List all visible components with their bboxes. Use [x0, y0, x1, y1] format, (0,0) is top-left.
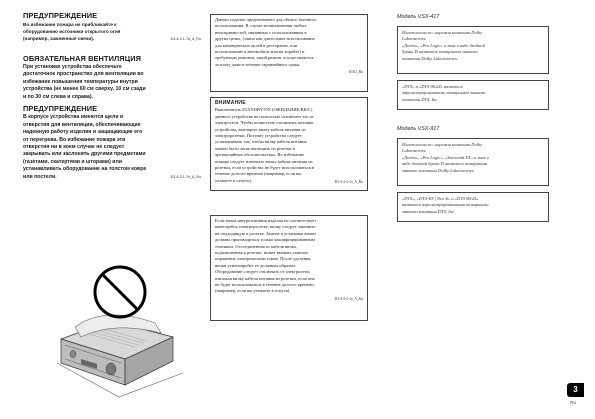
receiver-ventilation-illustration — [55, 293, 185, 408]
page-number-tab: 3 — [567, 383, 584, 397]
vent-warning-code: D3-4-2-1-7b_A_Ru — [170, 174, 201, 179]
dts-trademark-917: «DTS», «DTS-ES | Neo:6» и «DTS 96/24» являются зарегистрированными товарными знаками компании DTS, Inc. — [397, 192, 549, 222]
model-vsx-417-heading: Модель VSX-417 — [397, 14, 440, 20]
power-plug-notice: Если вилка шнура питания изделия не соответствует имеющейся электророзетке, вилку следует заменить на подходящую к розетке. Замена и установка вилки должны производиться только квалифицированным техником. Отсоединенная от кабеля вилка, подключенная к розетке, может вызвать тяжелое поражение электрическим током. После удаления вилки утилизируйте ее должным образом. Оборудование следует отключать от электросети, извлекая вилку кабеля питания из розетки, если она не будет использоваться в течение долгого времени (например, если вы уезжаете в отпуск). D3-4-2-2-1a_A_Ru — [210, 215, 368, 321]
model-vsx-917-heading: Модель VSX-917 — [397, 126, 440, 132]
standby-caution-code: D3-4-2-2-2a_A_Ru — [334, 179, 363, 184]
household-use-code: K041_Ru — [349, 70, 363, 75]
fire-warning-text: Во избежание пожара не приближайте к оборудованию источники открытого огня (например, зажженные свечи). D3-4-2-1-7a_A_Ru — [23, 22, 201, 41]
prohibition-icon — [91, 263, 149, 321]
standby-caution-box: ВНИМАНИЕ Выключатель STANDBY/ON (ОЖИДАНИЕ/ВКЛ.) данного устройства не полностью отключает его от электросети. Чтобы полностью отключить питание устройства, вытащите вилку кабеля питания из электророзетки. Поэтому устройство следует устанавливать так, чтобы вилку кабеля питания можно было легко вытащить из розетки в чрезвычайных обстоятельствах. Во избежание пожара следует извлекать вилку кабеля питания из розетки, если устройство не будет использоваться в течение долгого времени (например, если вы уезжаете в отпуск). D3-4-2-2-2a_A_Ru — [210, 97, 368, 191]
language-label: Ru — [570, 400, 576, 405]
dolby-license-917: Изготовлено по лицензии компании Dolby Laboratories. «Долби», «Pro Logic», «Surround EX» и знак в виде двойной буквы D являются товарными знаками компании Dolby Laboratories. — [397, 138, 549, 186]
caution-heading: ВНИМАНИЕ — [215, 100, 246, 106]
left-column — [23, 12, 201, 181]
household-use-notice: Данное изделие предназначено для общего бытового использования. В случае возникновения любых неисправностей, связанных с использованием в других целях, (таких как длительное использование для коммерческих целей в ресторанах, или использование в автомобиле или на корабле) и требующих ремонта, такой ремонт осуществляется за плату даже в течение гарантийного срока. K041_Ru — [210, 14, 368, 92]
ventilation-heading: ОБЯЗАТЕЛЬНАЯ ВЕНТИЛЯЦИЯ — [23, 53, 142, 63]
vent-warning-text: В корпусе устройства имеются щели и отверстия для вентиляции, обеспечивающие надежную работу изделия и защищающие его от перегрева. Во избежание пожара эти отверстия ни в коем случае не следует закрывать или заслонять другими предметами (газетами, скатертями и шторами) или устанавливать оборудование на толстом ковре или постели. D3-4-2-1-7b_A_Ru — [23, 114, 201, 180]
dolby-license-417: Изготовлено по лицензии компании Dolby Laboratories. «Долби», «Pro Logic» и знак в виде двойной буквы D являются товарными знаками компании Dolby Laboratories. — [397, 26, 549, 74]
power-plug-code: D3-4-2-2-1a_A_Ru — [334, 296, 363, 301]
vent-warning-heading: ПРЕДУПРЕЖДЕНИЕ — [23, 103, 98, 113]
ventilation-text: При установке устройства обеспечьте достаточное пространство для вентиляции во избежание повышения температуры внутри устройства (не менее 60 см сверху, 10 см сзади и по 30 см слева и справа). — [23, 63, 146, 100]
fire-warning-heading: ПРЕДУПРЕЖДЕНИЕ — [23, 11, 98, 20]
fire-warning-code: D3-4-2-1-7a_A_Ru — [170, 36, 201, 41]
dts-trademark-417: «DTS» и «DTS 96/24» являются зарегистрированными товарными знаками компании DTS, Inc. — [397, 80, 549, 110]
